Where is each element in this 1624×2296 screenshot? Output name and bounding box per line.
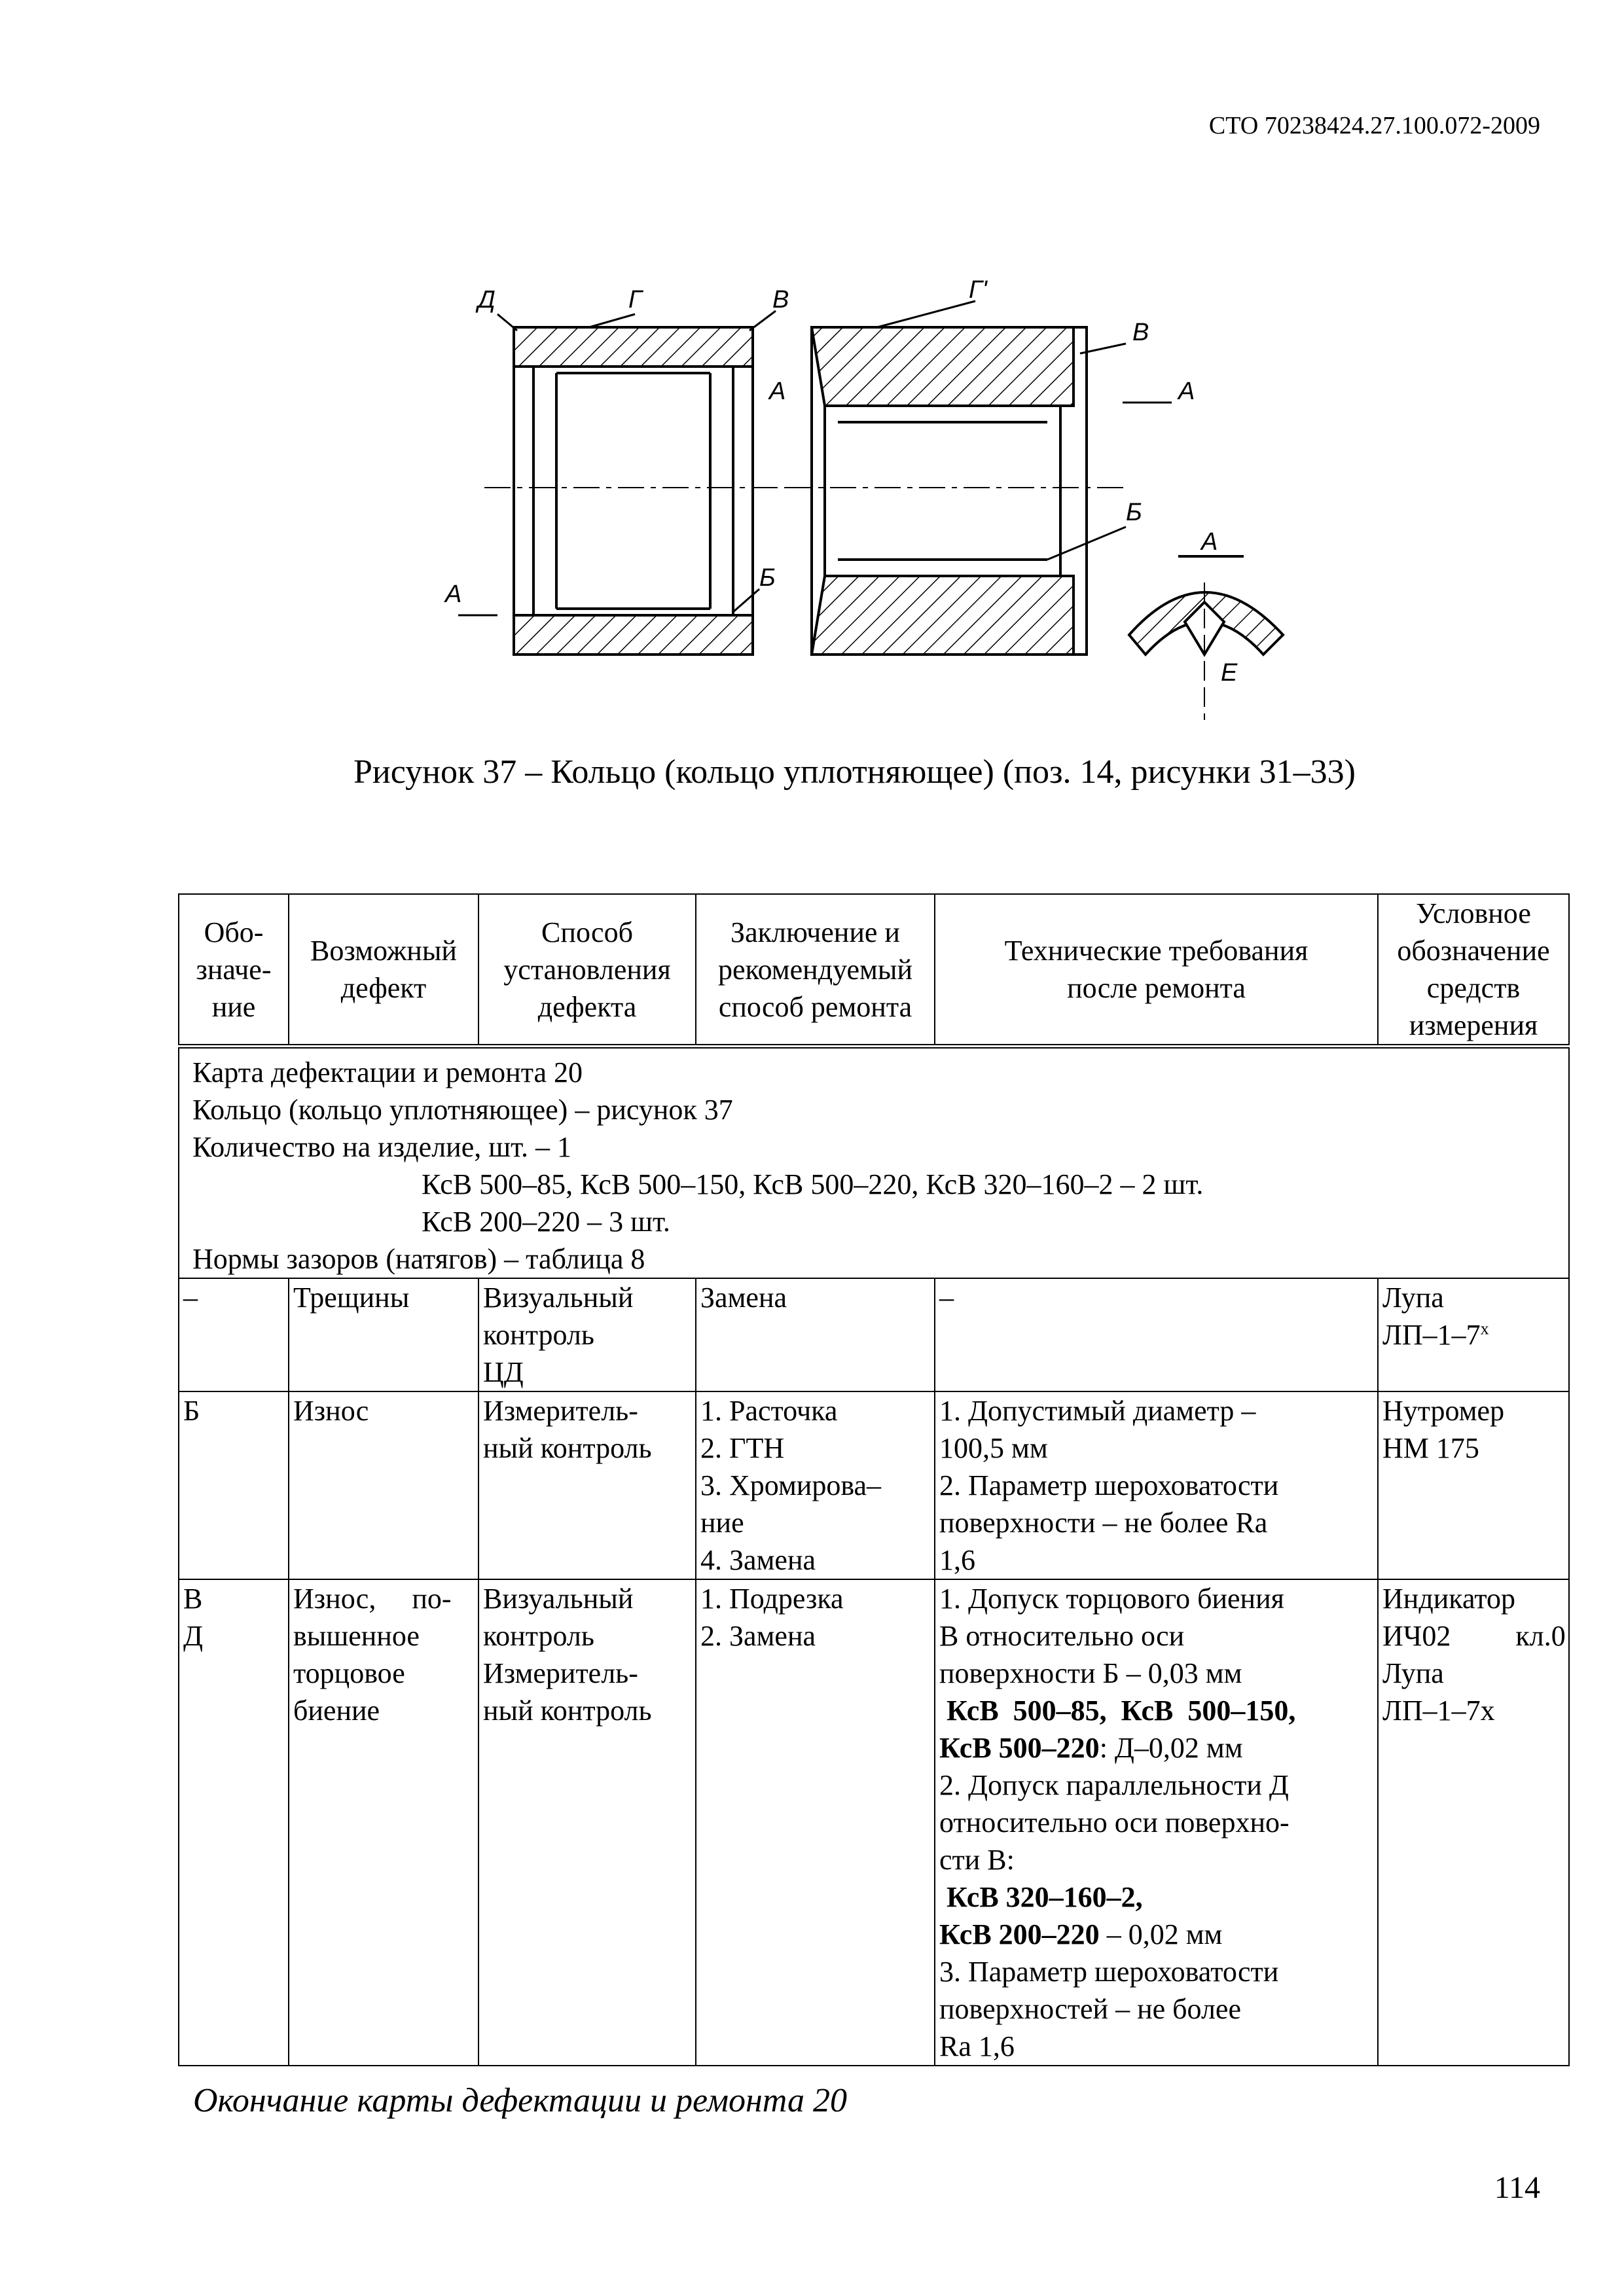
cell-conclusion: 1. Подрезка 2. Замена xyxy=(696,1579,935,2066)
cell-tools-text: Лупа ЛП–1–7 xyxy=(1382,1282,1481,1351)
defect-repair-card-table xyxy=(178,893,1570,2066)
cell-conclusion: Замена xyxy=(696,1278,935,1391)
col-header-conclusion: Заключение и рекомендуемый способ ремонта xyxy=(696,894,935,1047)
cell-requirements: – xyxy=(935,1278,1378,1391)
cell-defect: Износ, по- вышенное торцовое биение xyxy=(289,1579,478,2066)
card-quantity-models-line: КсВ 200–220 – 3 шт. xyxy=(422,1206,670,1238)
requirement-item: 2. Параметр шероховатости поверхности – не более Ra 1,6 xyxy=(939,1469,1279,1576)
requirement-models: КсВ 320–160–2, xyxy=(939,1881,1143,1913)
label-b-left: Б xyxy=(759,564,776,592)
card-end-note: Окончание карты дефектации и ремонта 20 xyxy=(193,2082,847,2119)
model-value: – 0,02 мм xyxy=(1099,1918,1223,1950)
cell-requirements xyxy=(935,1391,1378,1579)
cell-tools xyxy=(1378,1278,1569,1391)
label-g-prime: Г' xyxy=(969,276,987,304)
label-v-left: В xyxy=(772,286,789,314)
requirement-item: 1. Допустимый диаметр – 100,5 мм xyxy=(939,1395,1256,1464)
table-row xyxy=(179,1579,1569,2066)
requirement-models: КсВ 500–85, КсВ 500–150, xyxy=(939,1695,1296,1727)
label-a-left: А xyxy=(445,581,462,608)
cell-tools: Нутромер НМ 175 xyxy=(1378,1391,1569,1579)
table-row xyxy=(179,1278,1569,1391)
ring-technical-drawing xyxy=(419,262,1335,720)
document-code: СТО 70238424.27.100.072-2009 xyxy=(1208,112,1540,139)
label-g: Г xyxy=(628,286,642,314)
ring-section-view xyxy=(785,327,1126,655)
col-header-detection-method: Способ установления дефекта xyxy=(478,894,696,1047)
card-part-line: Кольцо (кольцо уплотняющее) – рисунок 37 xyxy=(192,1094,733,1126)
card-title-line: Карта дефектации и ремонта 20 xyxy=(192,1056,583,1088)
model-name: КсВ 200–220 xyxy=(939,1918,1100,1950)
requirement-item: 1. Допуск торцового биения В относительно оси поверхности Б – 0,03 мм xyxy=(939,1583,1284,1689)
requirement-models-value xyxy=(939,1916,1373,1953)
page-number: 114 xyxy=(1494,2170,1540,2205)
label-a-right: А xyxy=(1178,378,1195,405)
model-name: КсВ 500–220 xyxy=(939,1732,1100,1764)
table-row xyxy=(179,1391,1569,1579)
card-quantity-line: Количество на изделие, шт. – 1 xyxy=(192,1131,572,1163)
requirement-item: 2. Допуск параллельности Д относительно оси поверхно- сти В: xyxy=(939,1769,1290,1876)
col-header-measuring-tools: Условное обозначение средств измерения xyxy=(1378,894,1569,1047)
label-b-right: Б xyxy=(1126,499,1142,526)
cell-requirements xyxy=(935,1579,1378,2066)
label-a-mid: А xyxy=(769,378,786,405)
requirement-item: 3. Параметр шероховатости поверхностей – не более Ra 1,6 xyxy=(939,1956,1279,2062)
label-e: Е xyxy=(1221,659,1238,687)
cell-defect: Износ xyxy=(289,1391,478,1579)
label-v-right: В xyxy=(1132,319,1149,346)
cell-conclusion: 1. Расточка 2. ГТН 3. Хромирова– ние 4. Замена xyxy=(696,1391,935,1579)
figure-caption: Рисунок 37 – Кольцо (кольцо уплотняющее) (поз. 14, рисунки 31–33) xyxy=(353,753,1356,791)
card-header-block xyxy=(179,1047,1569,1279)
section-a-view xyxy=(1129,583,1283,720)
label-a-section: А xyxy=(1201,528,1218,556)
model-value: : Д–0,02 мм xyxy=(1099,1732,1243,1764)
cell-defect: Трещины xyxy=(289,1278,478,1391)
cell-tools: Индикатор ИЧ02 кл.0 Лупа ЛП–1–7х xyxy=(1378,1579,1569,2066)
cell-tools-sup: х xyxy=(1480,1319,1489,1338)
col-header-designation: Обо- значе- ние xyxy=(179,894,289,1047)
cell-designation: Б xyxy=(179,1391,289,1579)
card-norms-line: Нормы зазоров (натягов) – таблица 8 xyxy=(192,1243,645,1275)
card-quantity-models-line: КсВ 500–85, КсВ 500–150, КсВ 500–220, КсВ 320–160–2 – 2 шт. xyxy=(422,1168,1204,1200)
cell-method: Визуальный контроль Измеритель- ный контроль xyxy=(478,1579,696,2066)
cell-method: Измеритель- ный контроль xyxy=(478,1391,696,1579)
cell-designation: – xyxy=(179,1278,289,1391)
cell-method: Визуальный контроль ЦД xyxy=(478,1278,696,1391)
cell-designation: В Д xyxy=(179,1579,289,2066)
col-header-tech-requirements: Технические требования после ремонта xyxy=(935,894,1378,1047)
requirement-models-value xyxy=(939,1729,1373,1767)
col-header-defect: Возможный дефект xyxy=(289,894,478,1047)
label-d: Д xyxy=(478,286,496,314)
